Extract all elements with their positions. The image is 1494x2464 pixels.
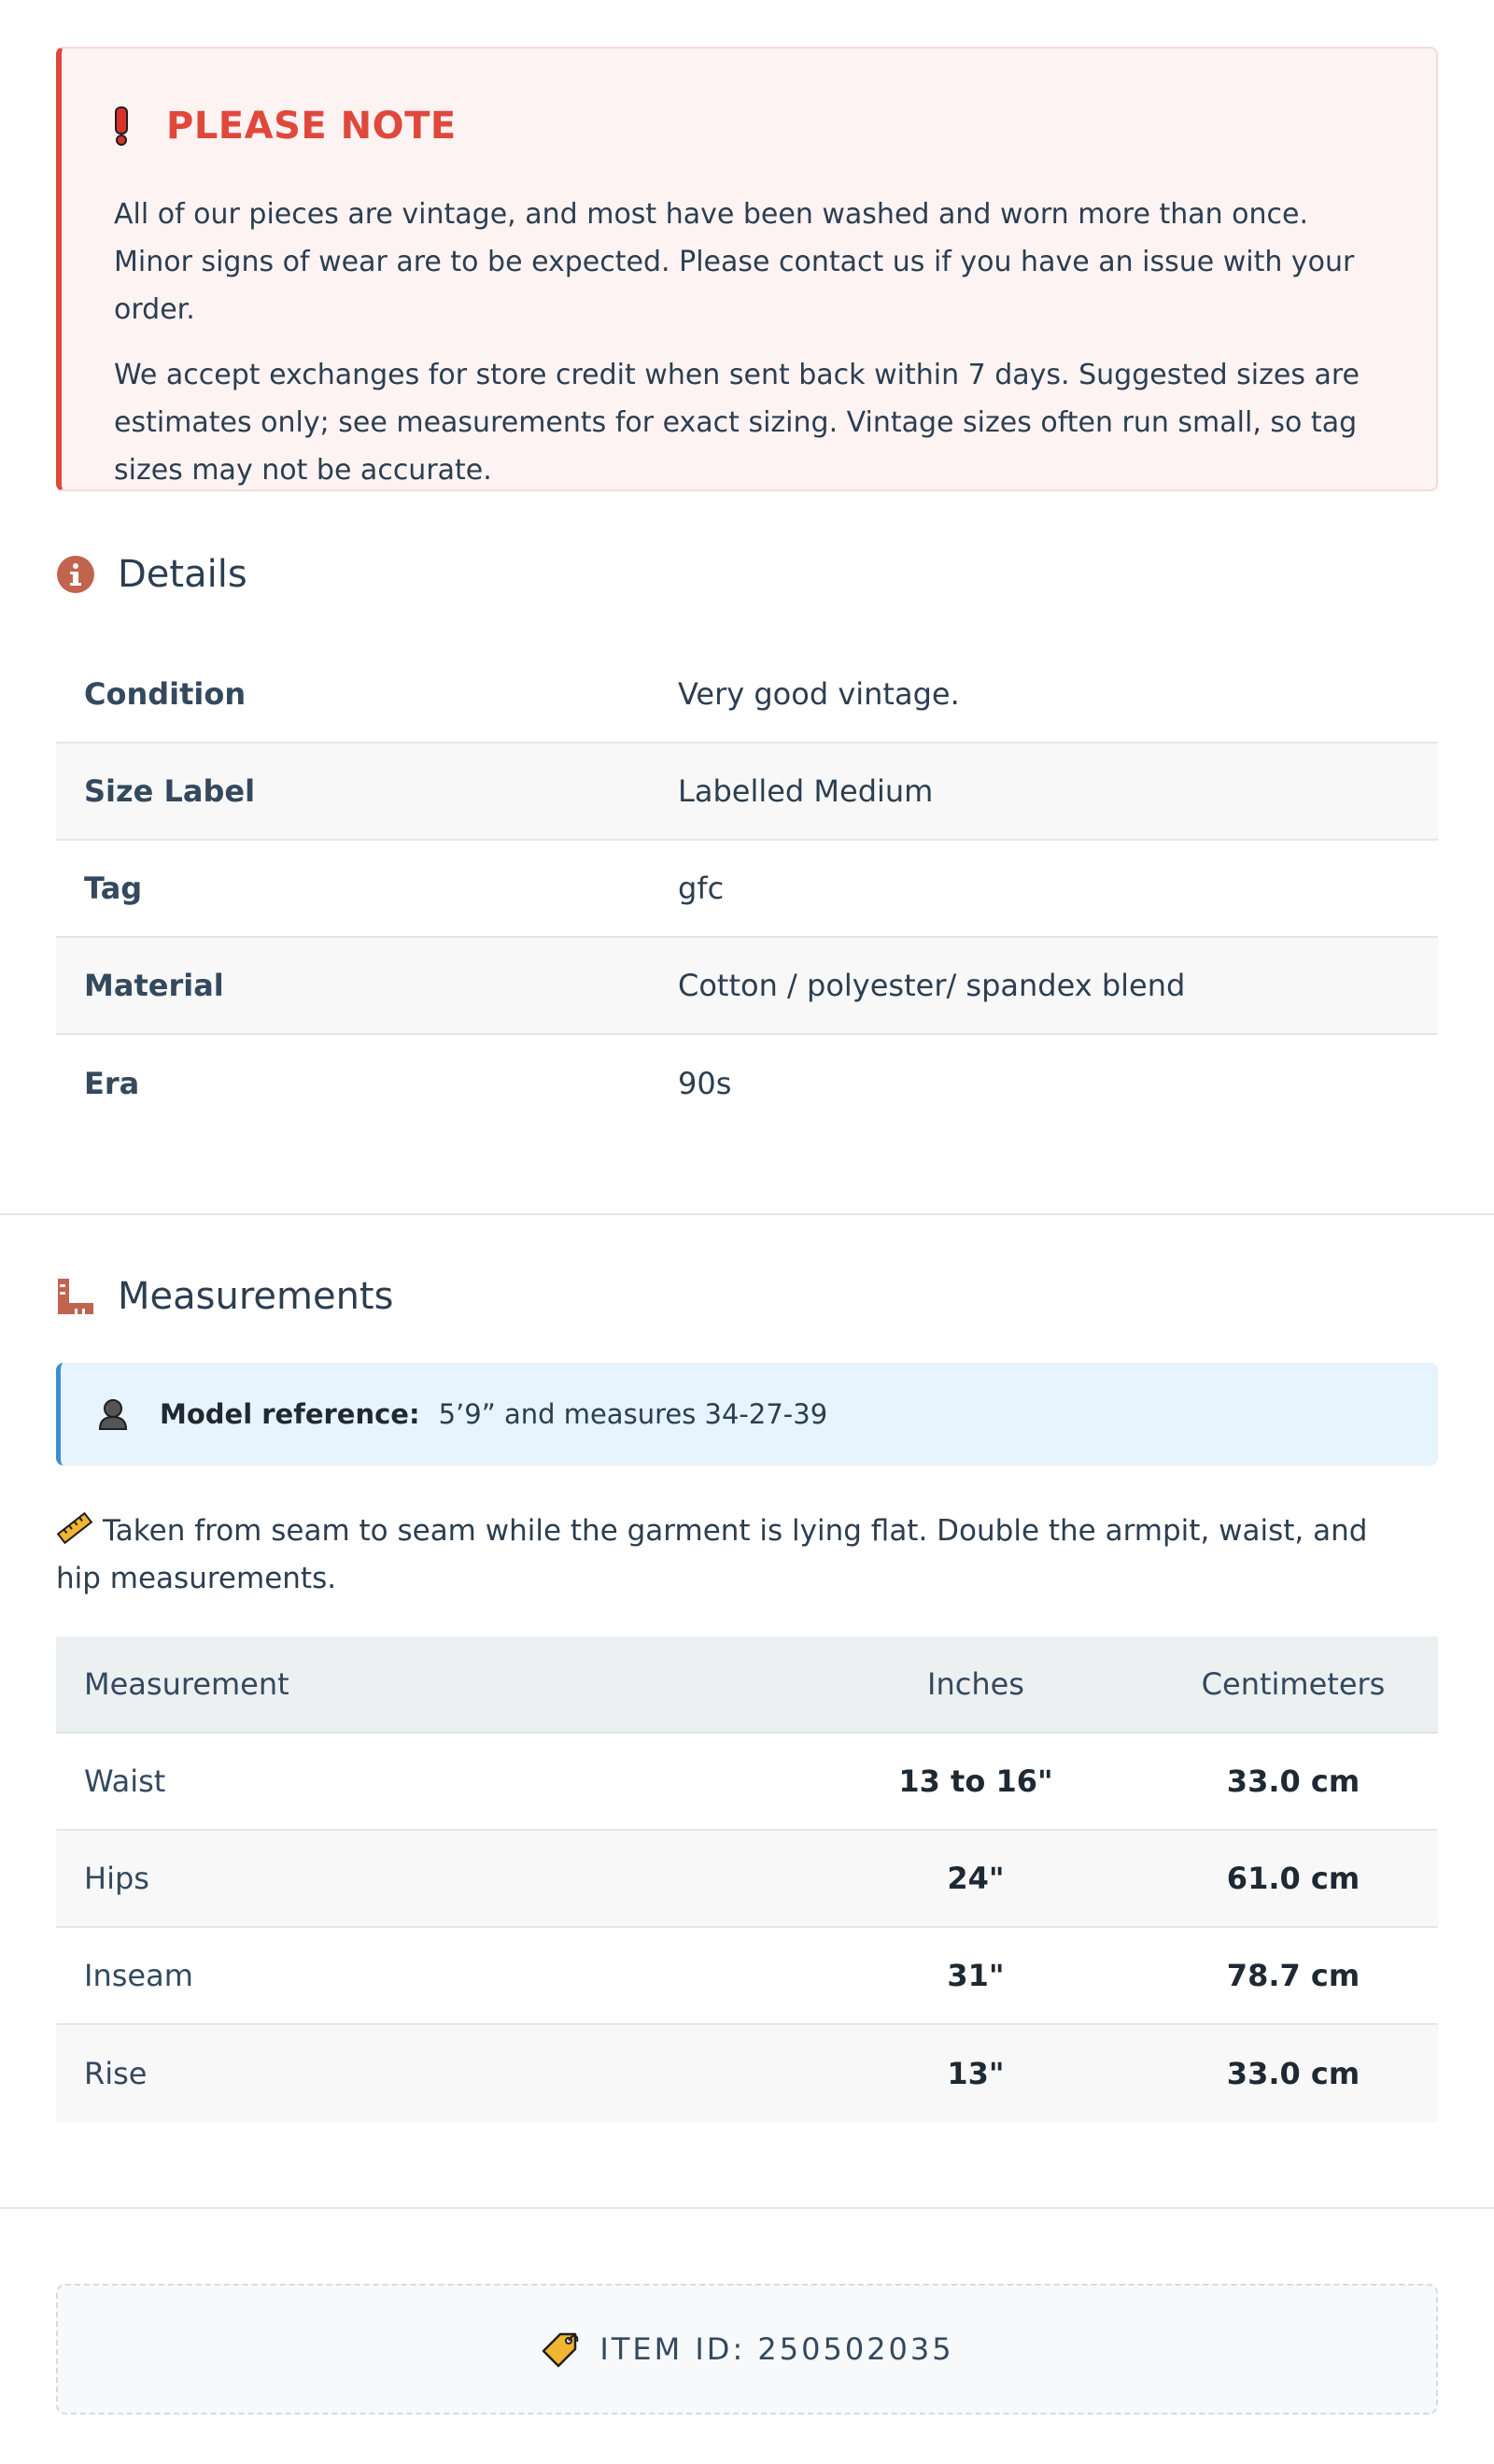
header-inches: Inches: [927, 1666, 1024, 1702]
measurement-name: Waist: [84, 1763, 166, 1799]
table-row: [56, 2025, 1438, 2122]
info-circle-icon: [56, 555, 95, 594]
measurement-cm: 61.0 cm: [1226, 1861, 1360, 1896]
measurement-name: Rise: [84, 2056, 148, 2091]
detail-label: Tag: [84, 871, 143, 906]
measurement-cm: 33.0 cm: [1226, 1763, 1360, 1799]
measurement-inches: 31": [947, 1958, 1005, 1993]
item-id-box: [56, 2284, 1438, 2414]
measurement-inches: 13": [947, 2056, 1005, 2091]
notice-paragraph-2: We accept exchanges for store credit when sent back within 7 days. Suggested sizes are estimates only; see measurements for exact sizing. Vintage sizes often run small, so tag sizes may not be accurate.: [114, 359, 1360, 487]
measurements-title: Measurements: [118, 1275, 394, 1318]
item-id-text: ITEM ID: 250502035: [599, 2331, 954, 2367]
measurement-inches: 13 to 16": [898, 1763, 1053, 1799]
measurement-name: Inseam: [84, 1958, 193, 1993]
measurement-note-text: Taken from seam to seam while the garment is lying flat. Double the armpit, waist, and hip measurements.: [56, 1514, 1368, 1595]
header-centimeters: Centimeters: [1201, 1666, 1386, 1702]
detail-value: gfc: [678, 871, 725, 906]
please-note-box: [56, 47, 1438, 491]
pencil-ruler-icon: [56, 1511, 93, 1543]
table-row: [56, 1734, 1438, 1831]
section-divider: [0, 2207, 1494, 2209]
table-row: [56, 743, 1438, 841]
detail-value: 90s: [678, 1066, 732, 1101]
detail-value: Very good vintage.: [678, 676, 960, 712]
detail-value: Cotton / polyester/ spandex blend: [678, 968, 1186, 1003]
table-row: [56, 1035, 1438, 1132]
table-row: [56, 1928, 1438, 2025]
measurement-cm: 78.7 cm: [1226, 1958, 1360, 1993]
model-reference-value: 5’9” and measures 34-27-39: [438, 1398, 828, 1430]
detail-value: Labelled Medium: [678, 773, 934, 809]
model-reference-box: [56, 1363, 1438, 1466]
table-row: [56, 1831, 1438, 1928]
person-icon: [96, 1397, 130, 1431]
detail-label: Era: [84, 1066, 140, 1101]
table-row: [56, 841, 1438, 938]
table-row: [56, 646, 1438, 743]
measurement-cm: 33.0 cm: [1226, 2056, 1360, 2091]
model-reference-label: Model reference:: [160, 1398, 420, 1430]
header-measurement: Measurement: [84, 1666, 289, 1702]
notice-paragraph-1: All of our pieces are vintage, and most have been washed and worn more than once. Minor signs of wear are to be expected. Please contact us if you have an issue with your order.: [114, 198, 1355, 326]
detail-label: Size Label: [84, 773, 256, 809]
tag-icon: [540, 2329, 581, 2370]
section-divider: [0, 1213, 1494, 1215]
details-title: Details: [118, 553, 247, 596]
details-table: [56, 646, 1438, 1132]
ruler-icon: [56, 1277, 95, 1316]
table-row: [56, 938, 1438, 1035]
detail-label: Material: [84, 968, 224, 1003]
notice-title: [112, 105, 457, 148]
measurements-table: [56, 1636, 1438, 2122]
measurement-name: Hips: [84, 1861, 149, 1896]
details-header: [56, 553, 247, 596]
measurement-note: [56, 1508, 1401, 1603]
exclamation-icon: [112, 106, 144, 147]
table-header: [56, 1636, 1438, 1734]
measurements-header: [56, 1275, 393, 1318]
measurement-inches: 24": [947, 1861, 1005, 1896]
detail-label: Condition: [84, 676, 247, 712]
notice-title-text: PLEASE NOTE: [166, 105, 457, 148]
